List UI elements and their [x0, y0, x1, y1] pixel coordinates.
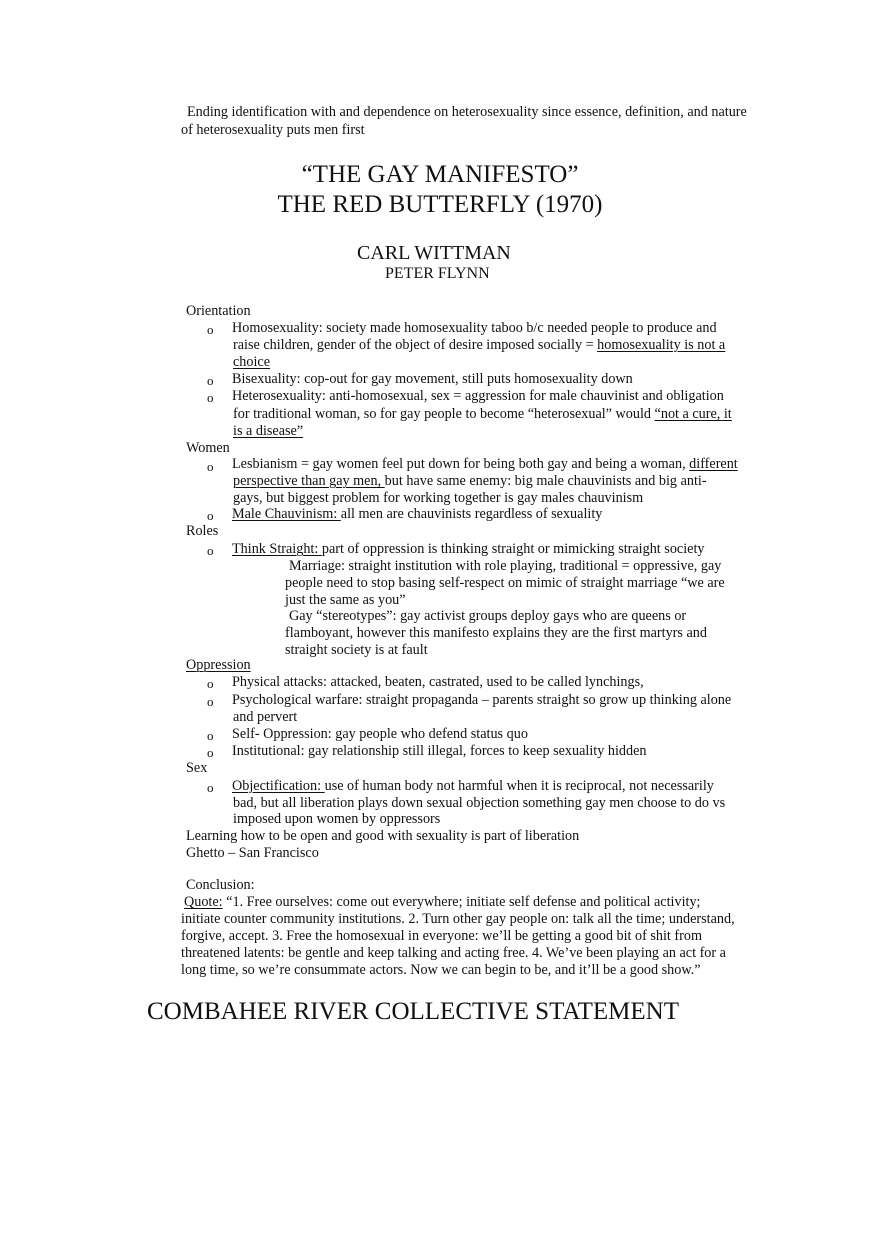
homosexuality-line-2: raise children, gender of the object of desire imposed socially = homosexuality is not a	[233, 337, 726, 353]
sub-bullet-icon: o	[207, 390, 214, 405]
marriage-line-3: just the same as you”	[285, 592, 406, 608]
objectification-line-2: bad, but all liberation plays down sexual objection something gay men choose to do vs	[233, 795, 726, 811]
quote-line-3: forgive, accept. 3. Free the homosexual in everyone: we’ll be getting a good bit of shit from	[181, 928, 702, 944]
quote-line-5: long time, so we’re consummate actors. Now we can begin to be, and it’ll be a good show.”	[181, 962, 701, 978]
objectification-line-1: Objectification: use of human body not harmful when it is reciprocal, not necessarily	[232, 778, 714, 794]
homosexuality-line-3: choice	[233, 354, 271, 370]
section-sex: Sex	[186, 760, 208, 776]
objectification-line-3: imposed upon women by oppressors	[233, 811, 441, 827]
sub-bullet-icon: o	[207, 322, 214, 337]
ghetto-line: Ghetto – San Francisco	[186, 845, 319, 861]
stereotypes-line-3: straight society is at fault	[285, 642, 428, 658]
lesbianism-line-3: gays, but biggest problem for working together is gay males chauvinism	[233, 490, 644, 506]
sub-bullet-icon: o	[207, 543, 214, 558]
lesbianism-line-2: perspective than gay men, but have same enemy: big male chauvinists and big anti-	[233, 473, 707, 489]
author-name: CARL WITTMAN	[357, 242, 511, 264]
sub-bullet-icon: o	[207, 508, 214, 523]
heterosexuality-line-2: for traditional woman, so for gay people to become “heterosexual” would “not a cure, it	[233, 406, 732, 422]
sub-bullet-icon: o	[207, 745, 214, 760]
psychological-line-2: and pervert	[233, 709, 298, 725]
stereotypes-line-2: flamboyant, however this manifesto explains they are the first martyrs and	[285, 625, 707, 641]
heterosexuality-line-3: is a disease”	[233, 423, 304, 439]
lesbianism-line-1: Lesbianism = gay women feel put down for being both gay and being a woman, different	[232, 456, 738, 472]
section-roles: Roles	[186, 523, 219, 539]
sub-bullet-icon: o	[207, 676, 214, 691]
quote-line-4: threatened latents: be gentle and keep talking and acting free. 4. We’ve been playing an act for a	[181, 945, 726, 961]
sub-bullet-icon: o	[207, 373, 214, 388]
sub-bullet-icon: o	[207, 728, 214, 743]
marriage-line-1: Marriage: straight institution with role playing, traditional = oppressive, gay	[289, 558, 722, 574]
title-line-2: THE RED BUTTERFLY (1970)	[277, 191, 603, 218]
quote-line-2: initiate counter community institutions. 2. Turn other gay people on: talk all the time; understand,	[181, 911, 735, 927]
psychological-line-1: Psychological warfare: straight propaganda – parents straight so grow up thinking alone	[232, 692, 732, 708]
male-chauvinism-line: Male Chauvinism: all men are chauvinists regardless of sexuality	[232, 506, 603, 522]
bisexuality-line: Bisexuality: cop-out for gay movement, still puts homosexuality down	[232, 371, 633, 387]
sub-bullet-icon: o	[207, 694, 214, 709]
section-women: Women	[186, 440, 230, 456]
self-oppression-line: Self- Oppression: gay people who defend status quo	[232, 726, 528, 742]
conclusion-heading: Conclusion:	[186, 877, 255, 893]
stereotypes-line-1: Gay “stereotypes”: gay activist groups deploy gays who are queens or	[289, 608, 687, 624]
section-oppression: Oppression	[186, 657, 251, 673]
heterosexuality-line-1: Heterosexuality: anti-homosexual, sex = aggression for male chauvinist and obligation	[232, 388, 724, 404]
title-line-1: “THE GAY MANIFESTO”	[301, 161, 579, 188]
sub-bullet-icon: o	[207, 459, 214, 474]
presenter-name: PETER FLYNN	[385, 265, 490, 282]
marriage-line-2: people need to stop basing self-respect on mimic of straight marriage “we are	[285, 575, 725, 591]
homosexuality-line-1: Homosexuality: society made homosexuality taboo b/c needed people to produce and	[232, 320, 717, 336]
intro-line-1: Ending identification with and dependence on heterosexuality since essence, definition, and nature	[187, 104, 747, 120]
think-straight-line: Think Straight: part of oppression is thinking straight or mimicking straight society	[232, 541, 705, 557]
quote-line-1: Quote: “1. Free ourselves: come out everywhere; initiate self defense and political activity;	[184, 894, 701, 910]
next-section-heading: COMBAHEE RIVER COLLECTIVE STATEMENT	[147, 998, 679, 1025]
sub-bullet-icon: o	[207, 780, 214, 795]
intro-line-2: of heterosexuality puts men first	[181, 122, 365, 138]
learning-line: Learning how to be open and good with sexuality is part of liberation	[186, 828, 580, 844]
institutional-line: Institutional: gay relationship still illegal, forces to keep sexuality hidden	[232, 743, 647, 759]
section-orientation: Orientation	[186, 303, 251, 319]
physical-attacks-line: Physical attacks: attacked, beaten, castrated, used to be called lynchings,	[232, 674, 644, 690]
